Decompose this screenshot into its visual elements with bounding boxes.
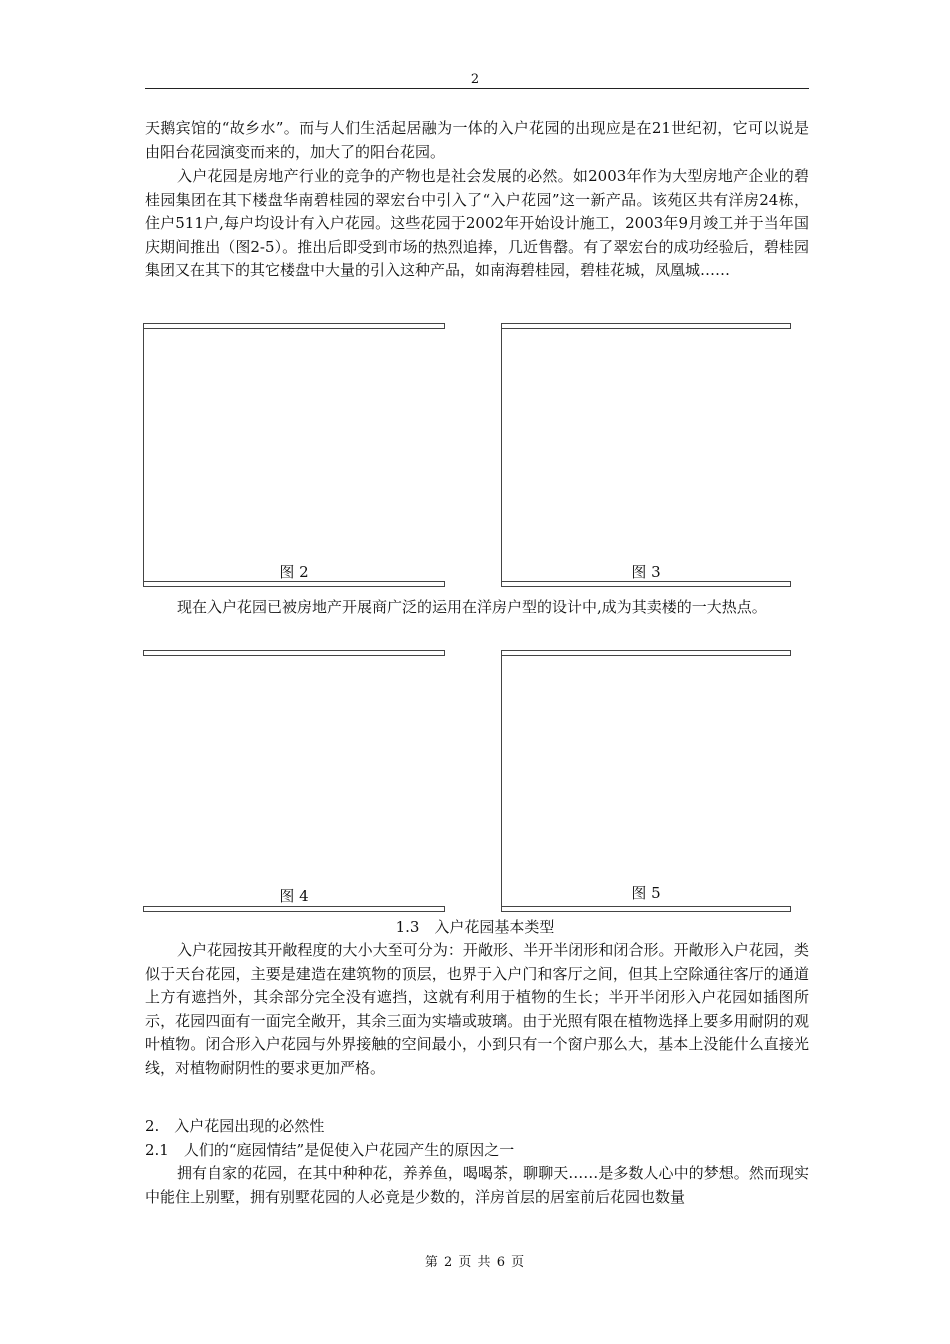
figure-2 [143, 323, 445, 588]
figure-5-left-edge [501, 656, 502, 906]
figure-5-bottom-bar [501, 906, 791, 912]
figure-4 [143, 650, 445, 913]
paragraph-3: 现在入户花园已被房地产开展商广泛的运用在洋房户型的设计中,成为其卖楼的一大热点。 [177, 598, 767, 616]
figure-3 [501, 323, 791, 588]
figure-5-top-bar [501, 650, 791, 656]
paragraph-5: 拥有自家的花园，在其中种种花，养养鱼，喝喝茶，聊聊天……是多数人心中的梦想。然而现实中能住上别墅，拥有别墅花园的人必竟是少数的，洋房首层的居室前后花园也数量 [145, 1164, 809, 1206]
figure-2-caption: 图 2 [279, 563, 309, 581]
paragraph-4: 入户花园按其开敞程度的大小大至可分为：开敞形、半开半闭形和闭合形。开敞形入户花园，类似于天台花园，主要是建造在建筑物的顶层，也界于入户门和客厅之间，但其上空除通往客厅的通道上方有遮挡外，其余部分完全没有遮挡，这就有利用于植物的生长；半开半闭形入户花园如插图所示，花园四面有一面完全敞开，其余三面为实墙或玻璃。由于光照有限在植物选择上要多用耐阴的观叶植物。闭合形入户花园与外界接触的空间最小，小到只有一个窗户那么大，基本上没能什么直接光线，对植物耐阴性的要求更加严格。 [145, 941, 809, 1077]
section-heading-2-1: 2.1 人们的“庭园情结”是促使入户花园产生的原因之一 [145, 1141, 515, 1159]
figure-2-bottom-bar [143, 581, 445, 587]
figure-3-bottom-bar [501, 581, 791, 587]
figure-4-bottom-bar [143, 906, 445, 912]
figure-3-left-edge [501, 329, 502, 582]
figure-4-top-bar [143, 650, 445, 656]
figure-4-caption: 图 4 [279, 887, 309, 905]
figure-5 [501, 650, 791, 913]
page-number: 2 [470, 72, 480, 87]
section-heading-2: 2. 入户花园出现的必然性 [145, 1117, 325, 1135]
figure-2-top-bar [143, 323, 445, 329]
figure-2-left-edge [143, 329, 144, 582]
figure-3-top-bar [501, 323, 791, 329]
page-footer: 第 2 页 共 6 页 [424, 1255, 526, 1270]
section-heading-1-3: 1.3 入户花园基本类型 [395, 918, 555, 936]
figure-3-caption: 图 3 [631, 563, 661, 581]
paragraph-2: 入户花园是房地产行业的竞争的产物也是社会发展的必然。如2003年作为大型房地产企业的碧桂园集团在其下楼盘华南碧桂园的翠宏台中引入了“入户花园”这一新产品。该苑区共有洋房24栋，住户511户,每户均设计有入户花园。这些花园于2002年开始设计施工，2003年9月竣工并于当年国庆期间推出（图2-5）。推出后即受到市场的热烈追捧，几近售罄。有了翠宏台的成功经验后，碧桂园集团又在其下的其它楼盘中大量的引入这种产品，如南海碧桂园，碧桂花城，凤凰城…… [145, 167, 809, 280]
header-rule [145, 88, 809, 89]
figure-5-caption: 图 5 [631, 884, 661, 902]
paragraph-1: 天鹅宾馆的“故乡水”。而与人们生活起居融为一体的入户花园的出现应是在21世纪初，它可以说是由阳台花园演变而来的，加大了的阳台花园。 [145, 119, 809, 161]
